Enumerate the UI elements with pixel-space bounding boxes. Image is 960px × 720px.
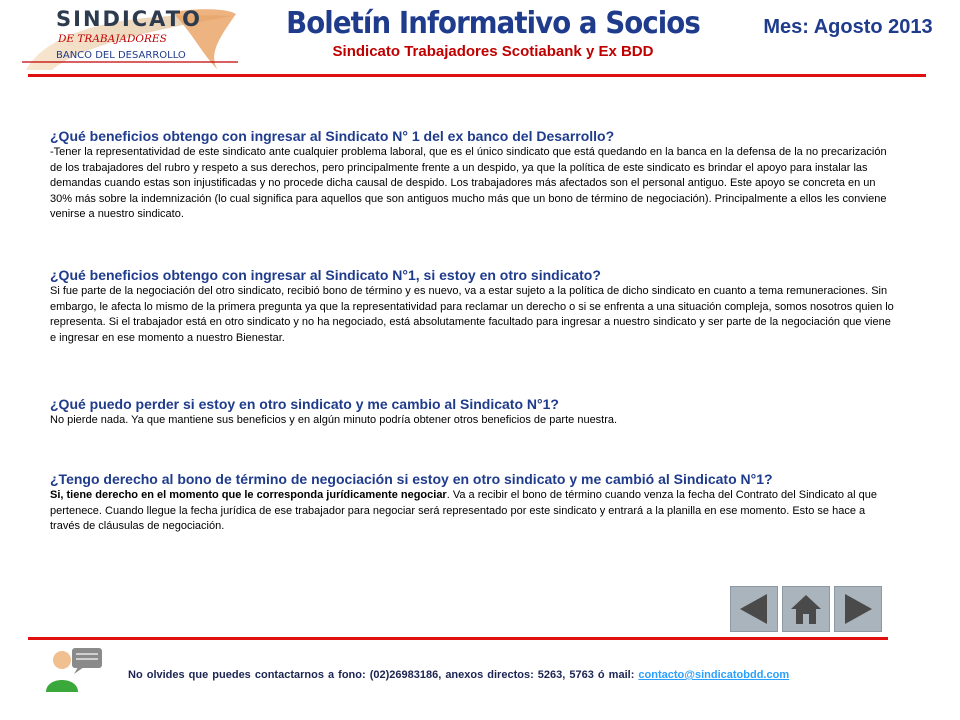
home-button[interactable] <box>782 586 830 632</box>
faq-section <box>50 470 898 535</box>
home-icon <box>789 592 823 626</box>
page-title: Boletín Informativo a Socios <box>286 6 700 41</box>
contact-person-icon <box>44 646 104 694</box>
header-divider <box>28 74 926 77</box>
contact-footer <box>128 669 928 681</box>
navigation-buttons <box>730 586 888 632</box>
faq-answer-paragraph <box>50 488 898 535</box>
faq-question: ¿Qué beneficios obtengo con ingresar al Sindicato N°1, si estoy en otro sindicato? <box>50 267 601 283</box>
faq-answer: -Tener la representatividad de este sindicato ante cualquier problema laboral, que es el único sindicato que está quedando en la banca en la defensa de la no precarización de los trabajadores del rubro y respeto a sus derechos, pero principalmente frente a un despido, ya que la política de este sindicato es brindar el apoyo para instalar las demandas cuando estas son injustificadas y no procede dicha causal de despido. Los trabajadores más afectados son el personal antiguo. Este apoyo se concreta en un 30% más sobre la indemnización (lo cual significa para aquellos que son antiguos mucho más que un bono de término de negociación). Principalmente a ellos les conviene venirse a nuestro sindicato. <box>50 146 887 220</box>
month-label: Mes: Agosto 2013 <box>763 16 933 38</box>
faq-answer: . Va a recibir el bono de término cuando venza la fecha del Contrato del Sindicato al que pertenece. Cuando llegue la fecha jurídica de ese trabajador para negociar será representado por este sindicato y entrará a la planilla en ese momento. Esto se hace a través de cláusulas de negociación. <box>50 489 878 532</box>
footer-text: No olvides que puedes contactarnos a fono: (02)26983186, anexos directos: 5263, 5763 ó mail: <box>128 669 639 681</box>
faq-section <box>50 127 898 223</box>
footer-divider <box>28 637 888 640</box>
logo-line1: SINDICATO <box>56 7 202 31</box>
logo-line2: DE TRABAJADORES <box>58 33 167 45</box>
next-button[interactable] <box>834 586 882 632</box>
faq-answer: No pierde nada. Ya que mantiene sus beneficios y en algún minuto podría obtener otros beneficios de parte nuestra. <box>50 414 618 426</box>
faq-answer: Si fue parte de la negociación del otro sindicato, recibió bono de término y es nuevo, va a estar sujeto a la política de dicho sindicato en cuanto a tema remuneraciones. Sin embargo, le afecta lo mismo de la primera pregunta ya que la representatividad para reclamar un derecho o si se enfrenta a una situación compleja, somos nosotros quien lo representa. Si el trabajador está en otro sindicato y no ha negociado, está absolutamente facultado para ingresar a nuestro sindicato y ser parte de la negociación que viene e ingresar en ese momento a nuestro Bienestar. <box>50 285 894 344</box>
faq-question: ¿Tengo derecho al bono de término de negociación si estoy en otro sindicato y me cambió al Sindicato N°1? <box>50 471 773 487</box>
page-subtitle: Sindicato Trabajadores Scotiabank y Ex BDD <box>332 43 654 60</box>
sindicato-logo <box>22 4 240 74</box>
faq-question: ¿Qué puedo perder si estoy en otro sindicato y me cambio al Sindicato N°1? <box>50 396 559 412</box>
faq-section <box>50 266 898 346</box>
email-link[interactable]: contacto@sindicatobdd.com <box>638 669 790 681</box>
previous-button[interactable] <box>730 586 778 632</box>
faq-question: ¿Qué beneficios obtengo con ingresar al Sindicato N° 1 del ex banco del Desarrollo? <box>50 128 615 144</box>
triangle-right-icon <box>841 592 875 626</box>
logo-line3: BANCO DEL DESARROLLO <box>56 50 186 61</box>
faq-answer-bold: Si, tiene derecho en el momento que le corresponda jurídicamente negociar <box>50 489 447 501</box>
faq-section <box>50 395 617 429</box>
triangle-left-icon <box>737 592 771 626</box>
